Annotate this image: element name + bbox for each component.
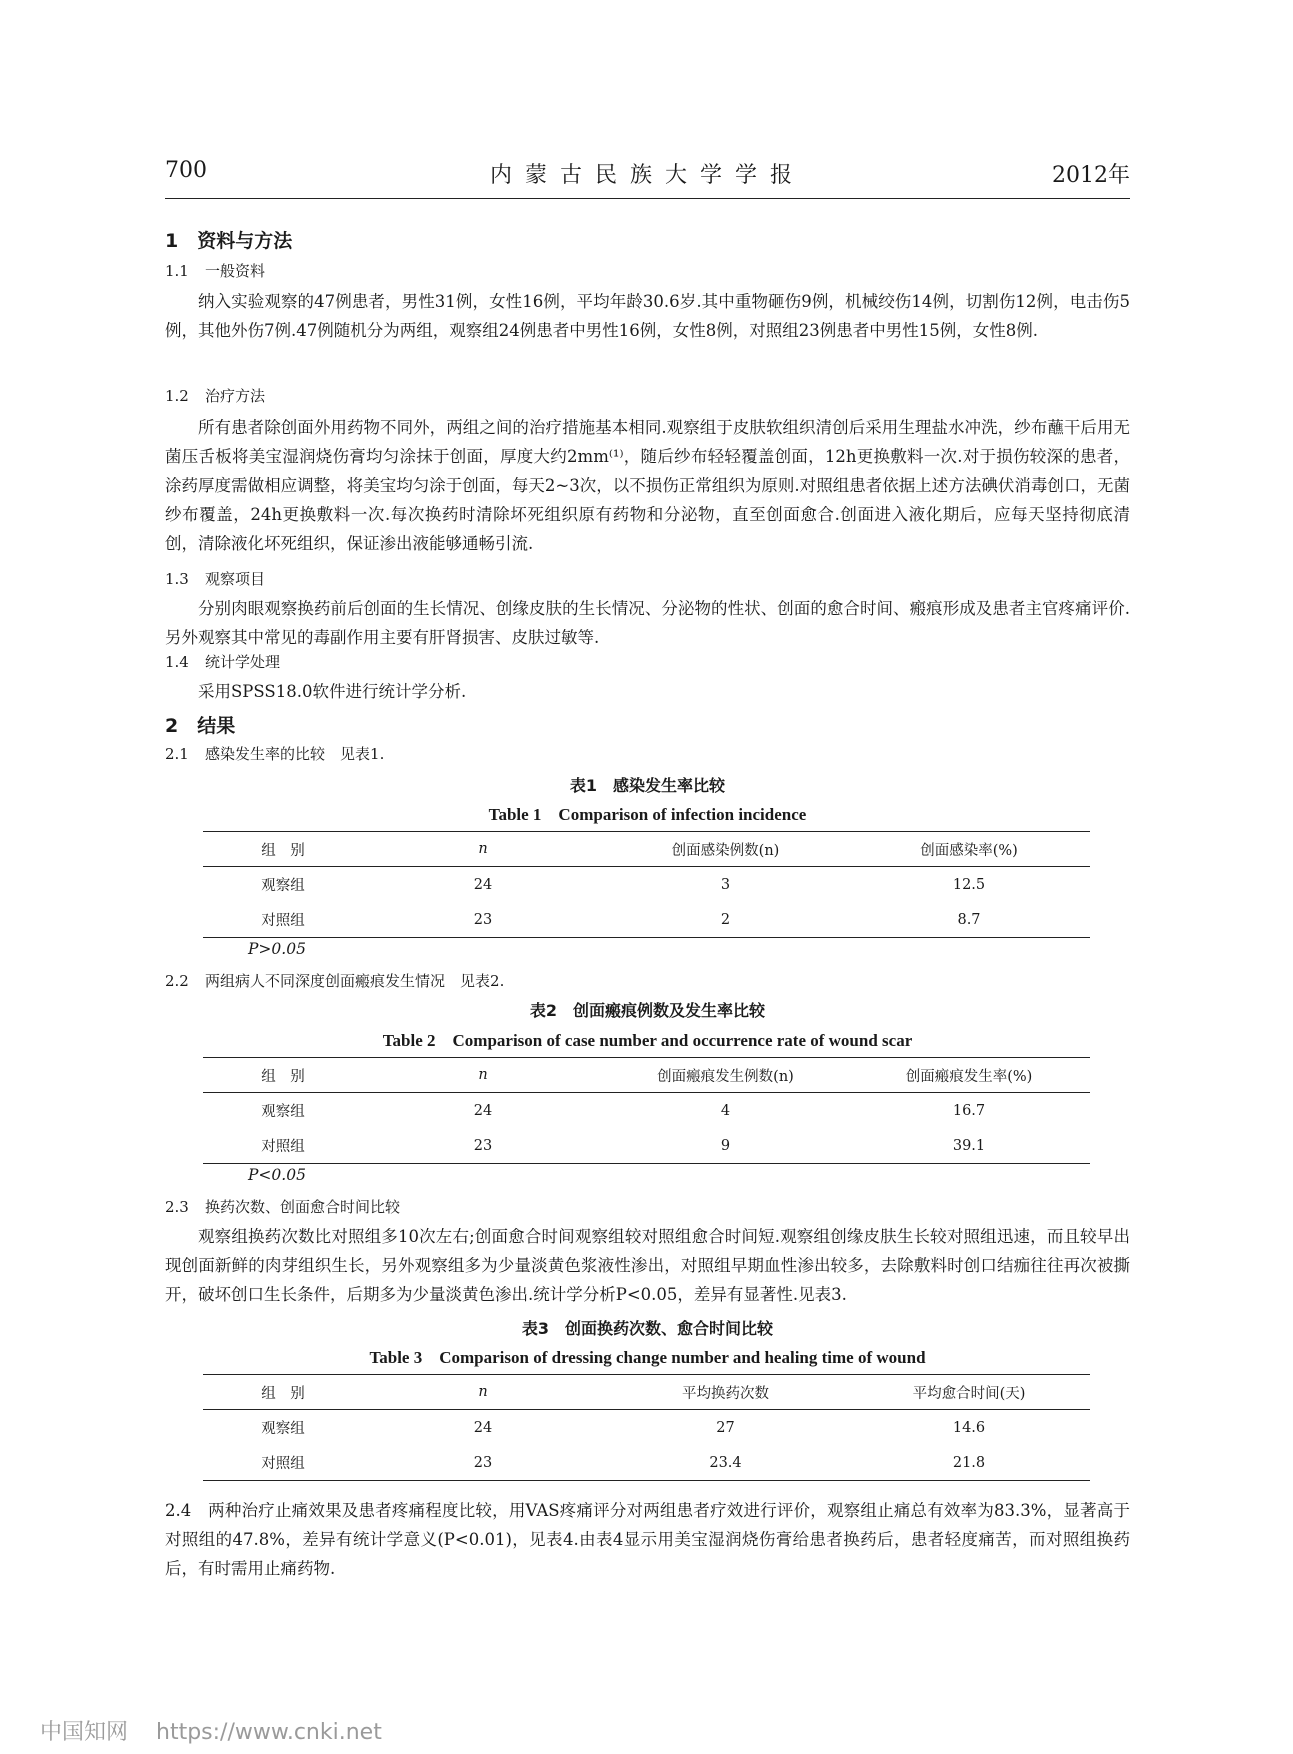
table-row xyxy=(203,1445,1090,1481)
table-header-cell: 组 别 xyxy=(203,832,363,867)
subsection-title: 换药次数、创面愈合时间比较 xyxy=(205,1198,401,1216)
table-header-row xyxy=(203,832,1090,867)
paragraph-pain-relief: 2.4 两种治疗止痛效果及患者疼痛程度比较，用VAS疼痛评分对两组患者疗效进行评价，观察组止痛总有效率为83.3%，显著高于对照组的47.8%，差异有统计学意义(P<0.01)，见表4.由表4显示用美宝湿润烧伤膏给患者换药后，患者轻度痛苦，而对照组换药后，有时需用止痛药物. xyxy=(165,1501,1130,1578)
table-header-cell: 创面感染率(%) xyxy=(848,832,1090,867)
table-cell: 对照组 xyxy=(203,902,363,938)
table-cell: 9 xyxy=(603,1128,848,1164)
table1-caption-en: Table 1 Comparison of infection incidence xyxy=(488,805,807,824)
subsection-heading-2-2 xyxy=(165,970,504,991)
table-header-cell: 组 别 xyxy=(203,1375,363,1410)
table-row xyxy=(203,902,1090,938)
table-cell: 对照组 xyxy=(203,1445,363,1481)
table-header-cell: 平均换药次数 xyxy=(603,1375,848,1410)
table-cell: 12.5 xyxy=(952,876,986,893)
table-header-cell: n xyxy=(363,832,603,867)
page-number: 700 xyxy=(165,158,207,183)
table-cell: 对照组 xyxy=(203,1128,363,1164)
paragraph-general-data: 纳入实验观察的47例患者，男性31例，女性16例，平均年龄30.6岁.其中重物砸伤9例，机械绞伤14例，切割伤12例，电击伤5例，其他外伤7例.47例随机分为两组，观察组24例患者中男性16例，女性8例，对照组23例患者中男性15例，女性8例. xyxy=(165,292,1130,340)
subsection-heading-1-4 xyxy=(165,651,280,672)
subsection-number: 2.2 xyxy=(165,972,189,990)
table-cell: 2 xyxy=(603,902,848,938)
table-cell: 4 xyxy=(720,1102,731,1119)
subsection-title: 一般资料 xyxy=(205,262,266,280)
p-value-text: P>0.05 xyxy=(248,940,306,958)
subsection-heading-1-3 xyxy=(165,568,265,589)
subsection-number: 1.3 xyxy=(165,570,189,588)
cnki-watermark xyxy=(40,1715,382,1746)
table-cell: 24 xyxy=(473,1102,493,1119)
table-cell: 3 xyxy=(720,876,731,893)
p-value-text: P<0.05 xyxy=(248,1166,306,1184)
table3 xyxy=(203,1374,1090,1481)
table-header-cell: 创面感染例数(n) xyxy=(603,832,848,867)
paragraph-observation-items: 分别肉眼观察换药前后创面的生长情况、创缘皮肤的生长情况、分泌物的性状、创面的愈合时间、瘢痕形成及患者主官疼痛评价.另外观察其中常见的毒副作用主要有肝肾损害、皮肤过敏等. xyxy=(165,599,1130,647)
table-cell: 24 xyxy=(473,1419,493,1436)
table3-caption-zh: 表3 创面换药次数、愈合时间比较 xyxy=(521,1319,774,1338)
subsection-title: 感染发生率的比较 xyxy=(205,745,326,763)
table-cell: 观察组 xyxy=(261,878,305,894)
table-header-row xyxy=(203,1058,1090,1093)
paragraph-statistics: 采用SPSS18.0软件进行统计学分析. xyxy=(198,682,467,701)
subsection-number: 2.1 xyxy=(165,745,189,763)
table-header-cell: 平均愈合时间(天) xyxy=(848,1375,1090,1410)
table-reference: 见表1. xyxy=(340,745,385,763)
table-row xyxy=(203,1128,1090,1164)
table-header-cell: n xyxy=(363,1058,603,1093)
table-cell: 23 xyxy=(363,1128,603,1164)
subsection-heading-2-3 xyxy=(165,1196,400,1217)
subsection-title: 治疗方法 xyxy=(205,387,266,405)
table2-caption-en: Table 2 Comparison of case number and occurrence rate of wound scar xyxy=(382,1031,913,1050)
table-cell: 14.6 xyxy=(952,1419,986,1436)
paragraph-dressing-healing: 观察组换药次数比对照组多10次左右;创面愈合时间观察组较对照组愈合时间短.观察组创缘皮肤生长较对照组迅速，而且较早出现创面新鲜的肉芽组织生长，另外观察组多为少量淡黄色浆液性渗出，对照组早期血性渗出较多，去除敷料时创口结痂往往再次被撕开，破坏创口生长条件，后期多为少量淡黄色渗出.统计学分析P<0.05，差异有显著性.见表3. xyxy=(165,1227,1130,1304)
table-cell: 23.4 xyxy=(603,1445,848,1481)
table-header-cell: 组 别 xyxy=(203,1058,363,1093)
running-header xyxy=(165,158,1130,199)
table-cell: 16.7 xyxy=(952,1102,986,1119)
table-header-cell: n xyxy=(363,1375,603,1410)
publication-year: 2012年 xyxy=(1052,163,1130,188)
section-heading-1: 1 资料与方法 xyxy=(165,230,293,252)
table3-caption-en: Table 3 Comparison of dressing change number and healing time of wound xyxy=(369,1348,926,1367)
subsection-heading-1-1 xyxy=(165,260,265,281)
table-cell: 39.1 xyxy=(848,1128,1090,1164)
subsection-number: 2.3 xyxy=(165,1198,189,1216)
cnki-logo: 中国知网 xyxy=(40,1720,129,1745)
table-cell: 观察组 xyxy=(261,1104,305,1120)
table1 xyxy=(203,831,1090,938)
table-cell: 23 xyxy=(363,1445,603,1481)
subsection-title: 观察项目 xyxy=(205,570,266,588)
table1-caption-zh: 表1 感染发生率比较 xyxy=(569,776,726,795)
table-reference: 见表2. xyxy=(460,972,505,990)
table-row xyxy=(203,1410,1090,1446)
table-cell: 观察组 xyxy=(261,1421,305,1437)
subsection-number: 1.2 xyxy=(165,387,189,405)
table-row xyxy=(203,1093,1090,1129)
subsection-title: 两组病人不同深度创面瘢痕发生情况 xyxy=(205,972,446,990)
subsection-title: 统计学处理 xyxy=(205,653,281,671)
table-header-cell: 创面瘢痕发生例数(n) xyxy=(603,1058,848,1093)
table-cell: 27 xyxy=(716,1419,735,1436)
subsection-number: 1.4 xyxy=(165,653,189,671)
table-cell: 21.8 xyxy=(848,1445,1090,1481)
table2 xyxy=(203,1057,1090,1164)
cnki-url[interactable]: https://www.cnki.net xyxy=(156,1720,382,1745)
journal-title: 内蒙古民族大学学报 xyxy=(489,163,805,188)
table1-p-value xyxy=(248,940,306,958)
section-heading-2: 2 结果 xyxy=(165,715,236,737)
table-header-row xyxy=(203,1375,1090,1410)
table2-p-value xyxy=(248,1166,306,1184)
table-header-cell: 创面瘢痕发生率(%) xyxy=(848,1058,1090,1093)
table2-caption-zh: 表2 创面瘢痕例数及发生率比较 xyxy=(529,1001,766,1020)
subsection-heading-1-2 xyxy=(165,385,265,406)
table-row xyxy=(203,867,1090,903)
table-cell: 24 xyxy=(473,876,493,893)
subsection-heading-2-1 xyxy=(165,743,384,764)
subsection-number: 1.1 xyxy=(165,262,189,280)
table-cell: 23 xyxy=(363,902,603,938)
table-cell: 8.7 xyxy=(848,902,1090,938)
paragraph-treatment-method: 所有患者除创面外用药物不同外，两组之间的治疗措施基本相同.观察组于皮肤软组织清创后采用生理盐水冲洗，纱布蘸干后用无菌压舌板将美宝湿润烧伤膏均匀涂抹于创面，厚度大约2mm⁽¹⁾，随后纱布轻轻覆盖创面，12h更换敷料一次.对于损伤较深的患者，涂药厚度需做相应调整，将美宝均匀涂于创面，每天2~3次，以不损伤正常组织为原则.对照组患者依据上述方法碘伏消毒创口，无菌纱布覆盖，24h更换敷料一次.每次换药时清除坏死组织原有药物和分泌物，直至创面愈合.创面进入液化期后，应每天坚持彻底清创，清除液化坏死组织，保证渗出液能够通畅引流. xyxy=(165,418,1130,553)
